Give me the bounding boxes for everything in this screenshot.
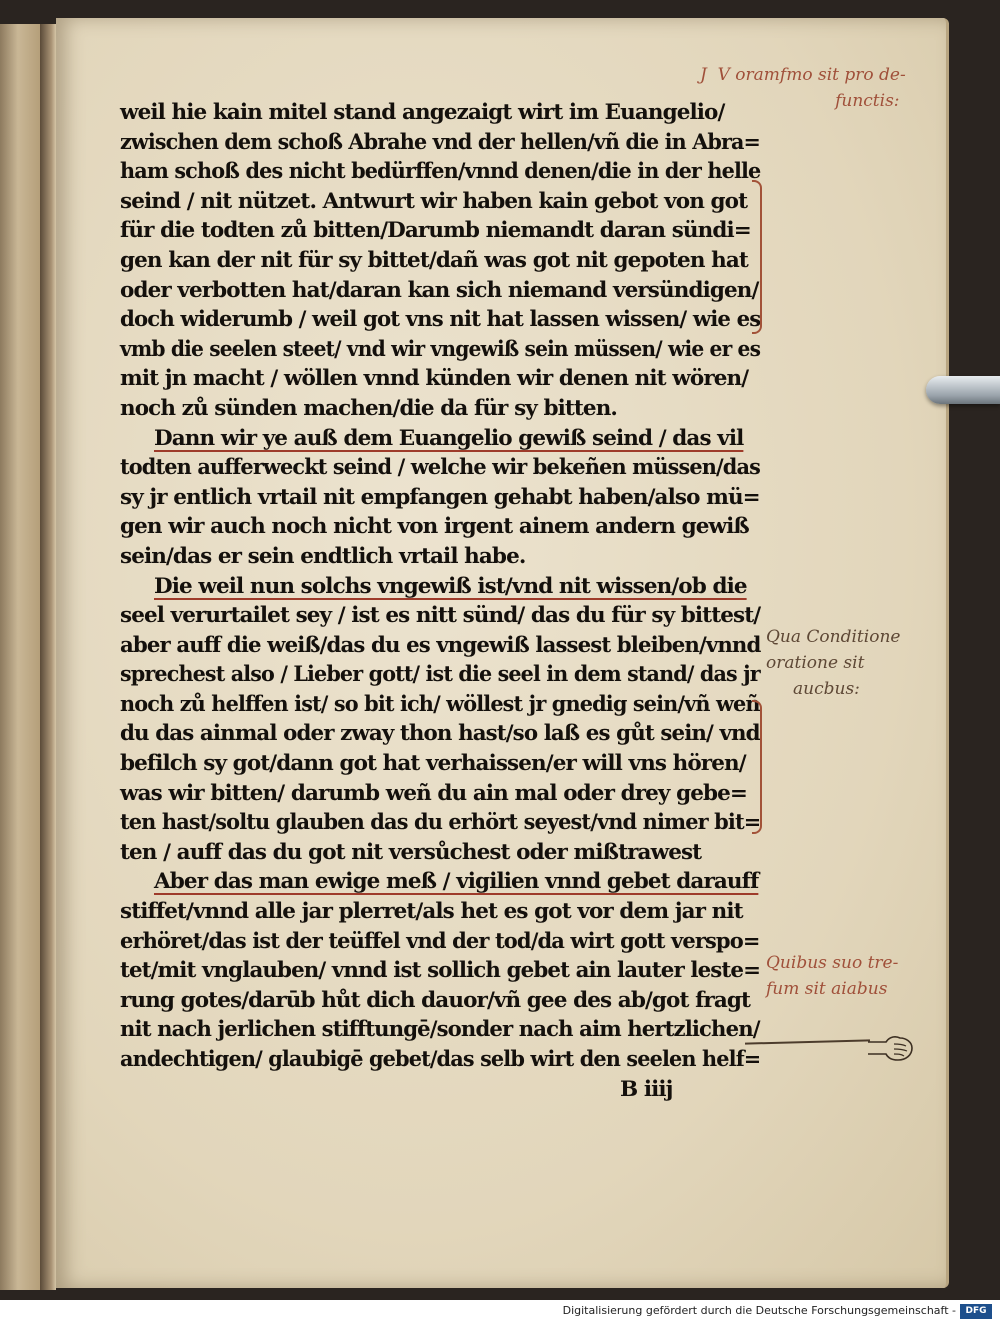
margin-bracket [752, 700, 762, 834]
text-line: doch widerumb / weil got vns nit hat lassen wissen/ wie es [120, 307, 761, 333]
text-line: nit nach jerlichen stifftungē/sonder nach aim hertzlichen/ [120, 1017, 760, 1043]
page-tab-marker [926, 376, 1000, 404]
text-line: gen kan der nit für sy bittet/dañ was got nit gepoten hat [120, 247, 748, 273]
text-line: aber auff die weiß/das du es vngewiß lassest bleiben/vnnd [120, 632, 761, 658]
text-line: noch zů sünden machen/die da für sy bitten. [120, 395, 618, 421]
footer-bar [0, 1300, 1000, 1324]
text-line: vmb die seelen steet/ vnd wir vngewiß sein müssen/ wie er es [120, 336, 761, 362]
text-line: gen wir auch noch nicht von irgent ainem andern gewiß [120, 514, 749, 540]
text-line: für die todten zů bitten/Darumb niemandt daran sündi= [120, 218, 751, 244]
text-line: sein/das er sein endtlich vrtail habe. [120, 543, 526, 569]
text-line: was wir bitten/ darumb weñ du ain mal oder drey gebe= [120, 780, 748, 806]
text-line: noch zů helffen ist/ so bit ich/ wöllest jr gnedig sein/vñ weñ [120, 691, 760, 717]
page-text [120, 98, 760, 1104]
text-line: sy jr entlich vrtail nit empfangen gehabt haben/also mü= [120, 484, 760, 510]
text-line: weil hie kain mitel stand angezaigt wirt im Euangelio/ [120, 100, 725, 125]
text-line: seind / nit nützet. Antwurt wir haben kain gebot von got [120, 188, 748, 214]
text-line: ham schoß des nicht bedürffen/vnnd denen/die in der helle [120, 159, 761, 185]
paragraph-start-line: Dann wir ye auß dem Euangelio gewiß seind / das vil [154, 425, 744, 451]
text-line: andechtigen/ glaubigē gebet/das selb wirt den seelen helf= [120, 1047, 761, 1072]
book-gutter [40, 24, 56, 1290]
text-line: sprechest also / Lieber gott/ ist die seel in dem stand/ das jr [120, 662, 760, 688]
marginal-note: Quibus suo tre- fum sit aiabus [766, 953, 899, 999]
text-line: zwischen dem schoß Abrahe vnd der hellen/vñ die in Abra= [120, 129, 761, 155]
footer-credit: Digitalisierung gefördert durch die Deutsche Forschungsgemeinschaft - [562, 1304, 956, 1317]
dfg-logo: DFG [960, 1304, 992, 1319]
manicule-icon [866, 1030, 916, 1064]
left-page-edge [0, 24, 42, 1290]
signature-mark: B iiij [620, 1076, 673, 1102]
text-line: oder verbotten hat/daran kan sich niemand versündigen/ [120, 277, 759, 303]
text-line: stiffet/vnnd alle jar plerret/als het es got vor dem jar nit [120, 899, 743, 925]
text-line: befilch sy got/dann got hat verhaissen/er will vns hören/ [120, 751, 746, 777]
marginal-note: Qua Conditione oratione sit aucbus: [766, 627, 901, 699]
text-line: rung gotes/darūb hůt dich dauor/vñ gee des ab/got fragt [120, 987, 751, 1013]
paragraph-start-line: Aber das man ewige meß / vigilien vnnd gebet darauff [154, 869, 759, 895]
marginal-note: J V oramfmo sit pro de- functis: [700, 65, 906, 111]
text-line: ten hast/soltu glauben das du erhört seyest/vnd nimer bit= [120, 810, 761, 836]
text-line: du das ainmal oder zway thon hast/so laß es gůt sein/ vnd [120, 721, 760, 747]
text-line: tet/mit vnglauben/ vnnd ist sollich gebet ain lauter leste= [120, 958, 761, 984]
text-line: mit jn macht / wöllen vnnd künden wir denen nit wören/ [120, 366, 749, 392]
text-line: erhöret/das ist der teüffel vnd der tod/da wirt gott verspo= [120, 928, 760, 954]
text-line: seel verurtailet sey / ist es nitt sünd/ das du für sy bittest/ [120, 603, 761, 629]
paragraph-start-line: Die weil nun solchs vngewiß ist/vnd nit wissen/ob die [154, 573, 747, 599]
margin-bracket [752, 180, 762, 334]
text-line: ten / auff das du got nit versůchest oder mißtrawest [120, 839, 702, 865]
text-line: todten aufferweckt seind / welche wir bekeñen müssen/das [120, 455, 761, 481]
